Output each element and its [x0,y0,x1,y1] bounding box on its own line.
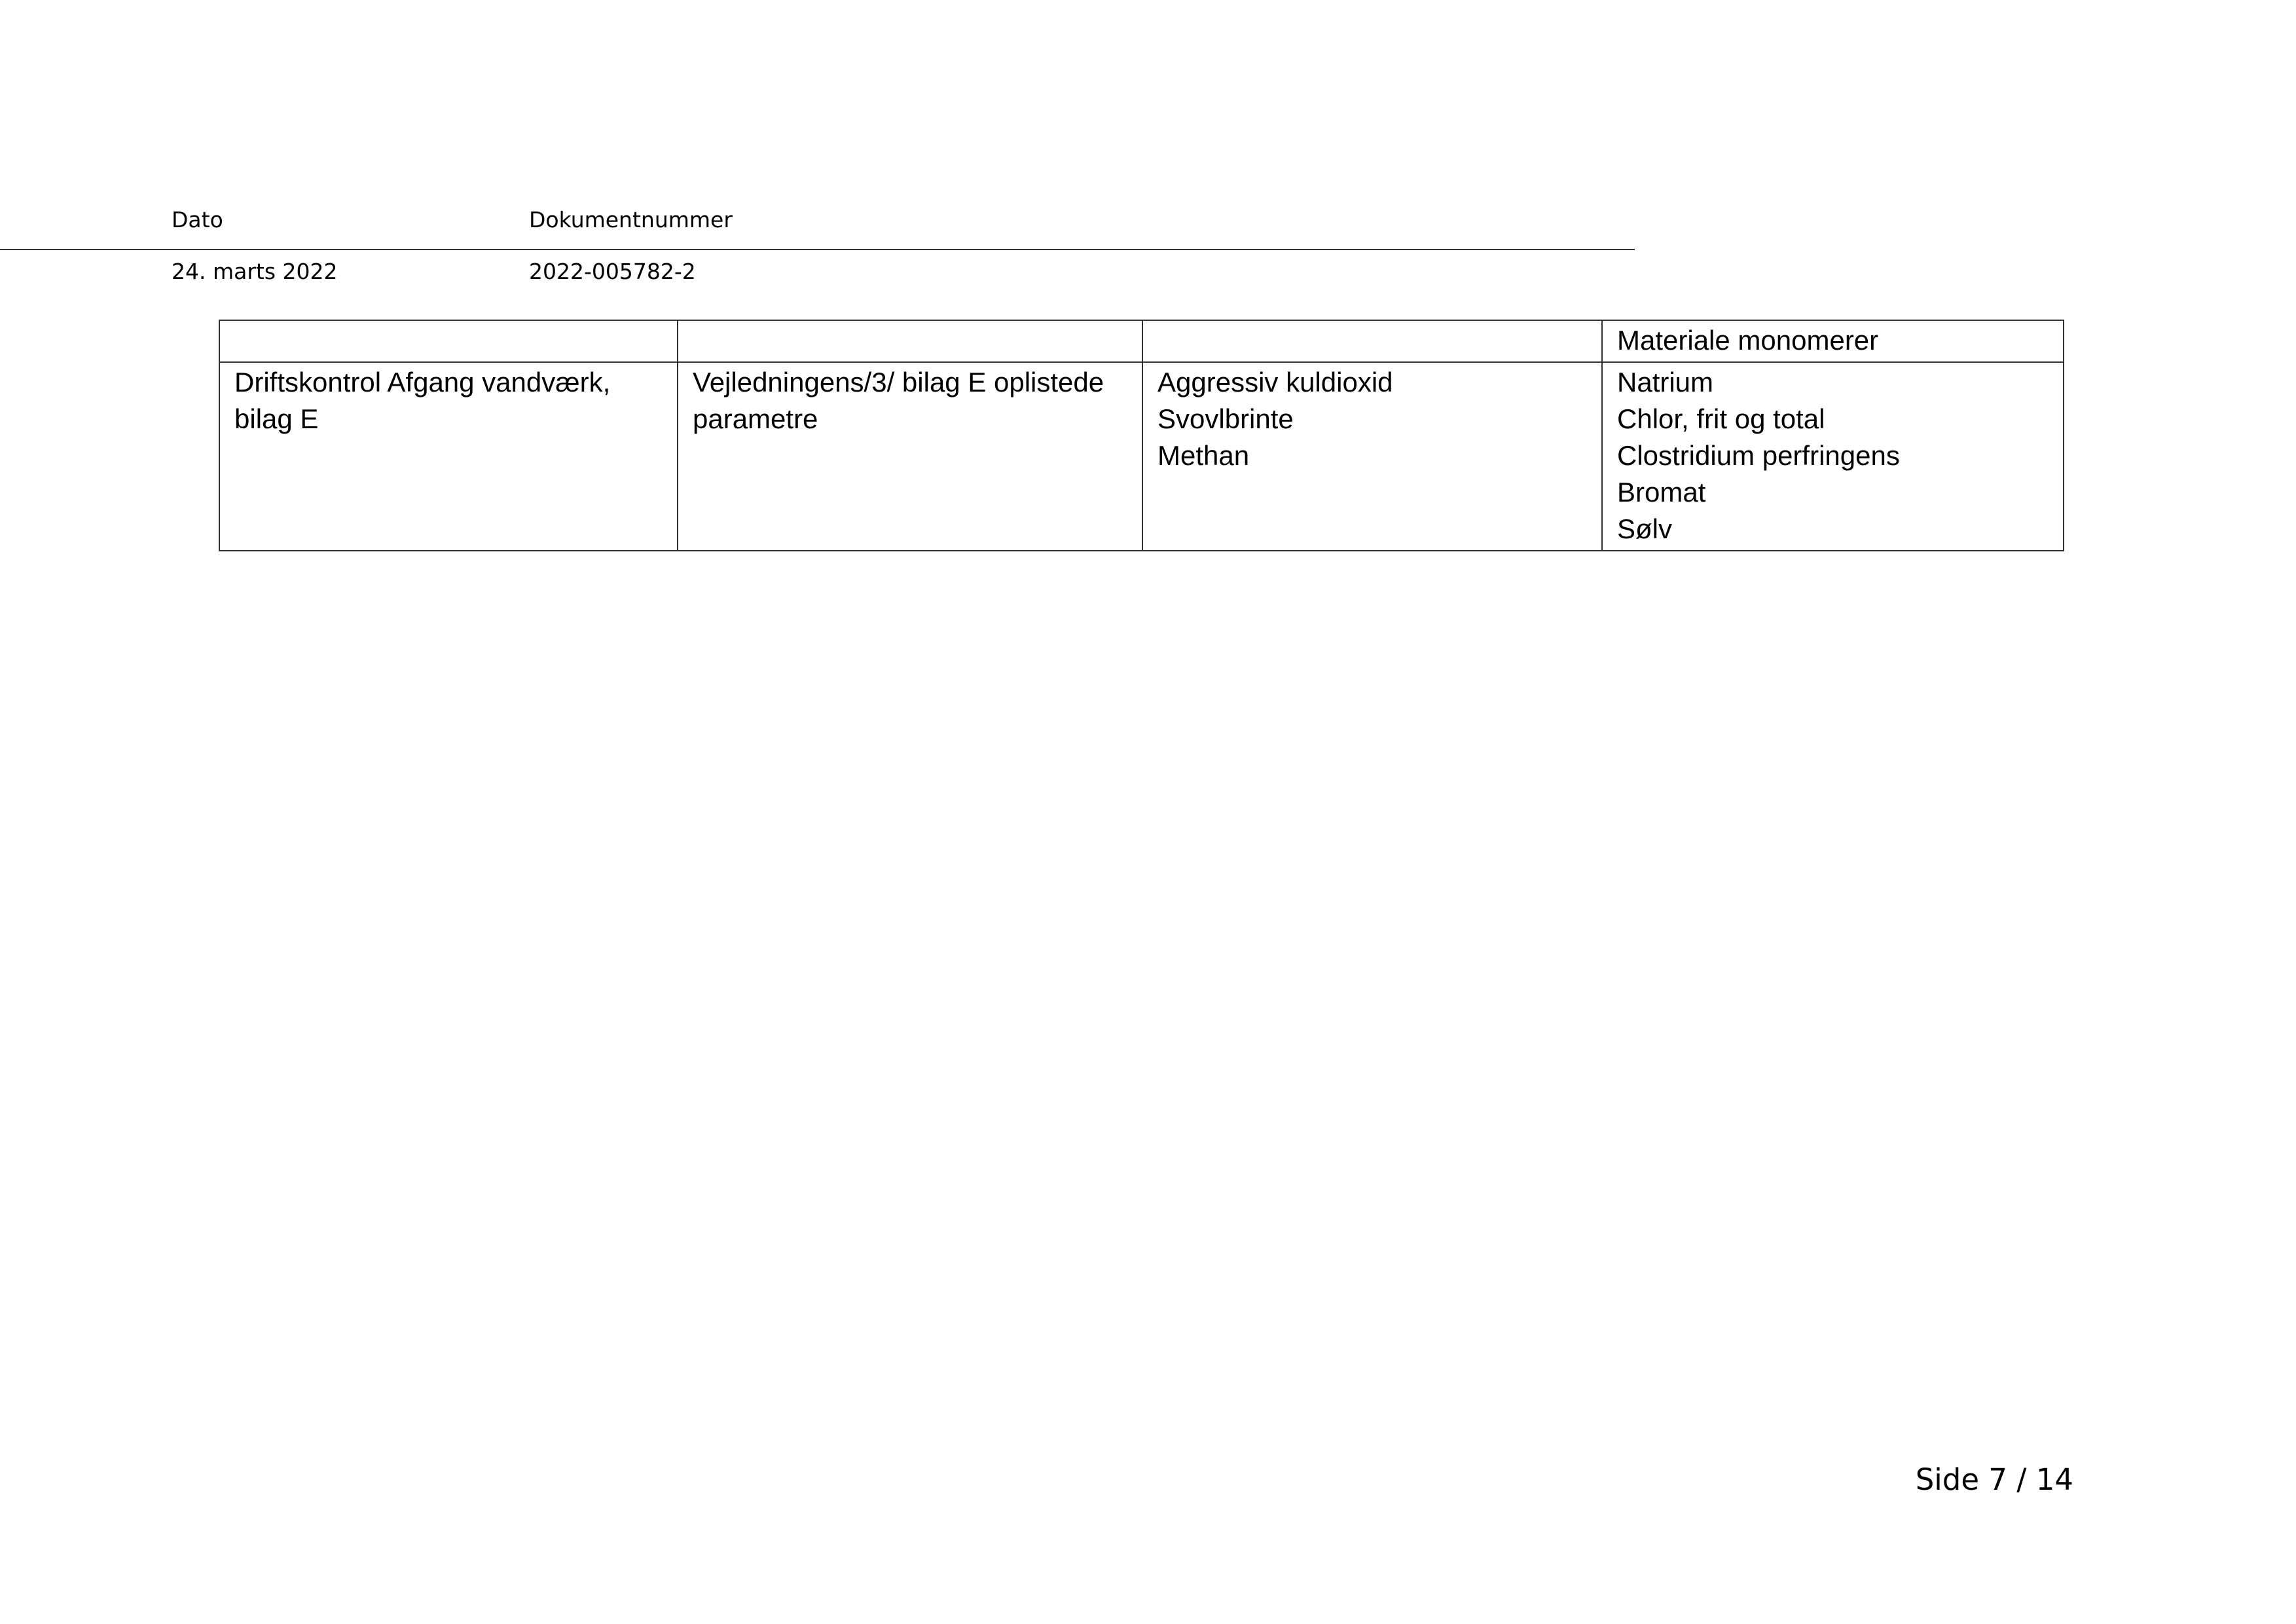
parameter-item: Svovlbrinte [1157,403,1294,434]
parameter-item: Sølv [1617,513,1672,544]
parameter-item: Aggressiv kuldioxid [1157,367,1393,397]
table-cell [1602,362,2064,551]
parameter-item: Natrium [1617,367,1714,397]
table-row [219,362,2064,551]
document-number-label: Dokumentnummer [529,207,733,232]
document-number-value: 2022-005782-2 [529,259,696,284]
parameter-item: Methan [1157,440,1250,471]
table-row [219,320,2064,362]
table-cell [1142,362,1602,551]
parameter-scope-text: Vejledningens/3/ bilag E oplistede parametre [693,367,1104,434]
table-cell [678,320,1142,362]
date-label: Dato [172,207,223,232]
parameter-item: Bromat [1617,477,1706,507]
parameter-table [219,320,2064,551]
header-divider [0,249,1635,250]
table-cell [219,320,678,362]
table-cell [219,362,678,551]
date-value: 24. marts 2022 [172,259,338,284]
table-cell [1142,320,1602,362]
control-type-text: Driftskontrol Afgang vandværk, bilag E [234,367,611,434]
table-cell [678,362,1142,551]
parameter-item: Clostridium perfringens [1617,440,1900,471]
table-cell: Materiale monomerer [1602,320,2064,362]
page-number: Side 7 / 14 [1915,1462,2073,1497]
parameter-item: Chlor, frit og total [1617,403,1825,434]
